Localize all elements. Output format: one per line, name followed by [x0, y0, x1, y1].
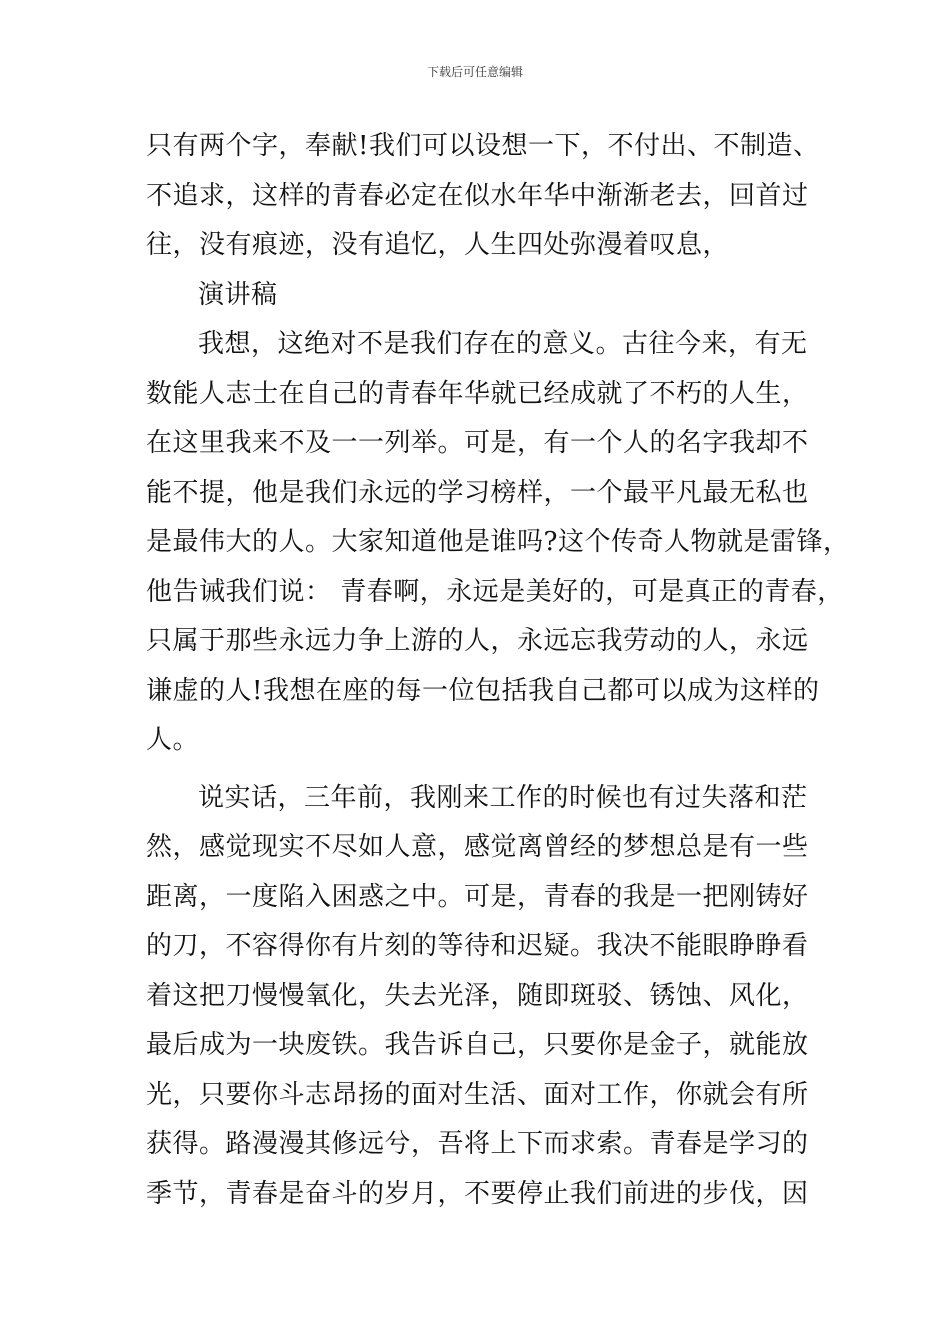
- text-line: 着这把刀慢慢氧化，失去光泽，随即斑驳、锈蚀、风化，: [146, 980, 809, 1011]
- text-line: 不追求，这样的青春必定在似水年华中渐渐老去，回首过: [146, 180, 809, 211]
- text-line: 是最伟大的人。大家知道他是谁吗?这个传奇人物就是雷锋，: [146, 527, 850, 557]
- text-line: 的刀，不容得你有片刻的等待和迟疑。我决不能眼睁睁看: [146, 931, 809, 961]
- text-line: 只属于那些永远力争上游的人，永远忘我劳动的人，永远: [146, 626, 809, 656]
- text-line: 距离，一度陷入困惑之中。可是，青春的我是一把刚铸好: [146, 881, 809, 912]
- document-body: [146, 122, 850, 1219]
- text-line: 往，没有痕迹，没有追忆，人生四处弥漫着叹息，: [146, 230, 730, 260]
- text-line: 他告诫我们说： 青春啊，永远是美好的，可是真正的青春，: [146, 576, 844, 607]
- text-line: 能不提，他是我们永远的学习榜样，一个最平凡最无私也: [146, 477, 809, 508]
- text-line: 说实话，三年前，我刚来工作的时候也有过失落和茫: [198, 782, 808, 813]
- text-line: 然，感觉现实不尽如人意，感觉离曾经的梦想总是有一些: [146, 832, 809, 862]
- text-line: 在这里我来不及一一列举。可是，有一个人的名字我却不: [146, 428, 809, 458]
- text-line: 谦虚的人!我想在座的每一位包括我自己都可以成为这样的: [146, 675, 820, 706]
- text-line: 只有两个字，奉献!我们可以设想一下，不付出、不制造、: [146, 131, 820, 161]
- section-label: 演讲稿: [198, 279, 278, 310]
- text-line: 季节，青春是奋斗的岁月，不要停止我们前进的步伐，因: [146, 1178, 809, 1209]
- text-line: 获得。路漫漫其修远兮，吾将上下而求索。青春是学习的: [146, 1129, 809, 1159]
- text-line: 数能人志士在自己的青春年华就已经成就了不朽的人生，: [146, 378, 809, 409]
- text-line: 我想，这绝对不是我们存在的意义。古往今来，有无: [198, 329, 808, 359]
- text-line: 最后成为一块废铁。我告诉自己，只要你是金子，就能放: [146, 1030, 809, 1060]
- page-header: 下载后可任意编辑: [426, 65, 523, 79]
- text-line: 光，只要你斗志昂扬的面对生活、面对工作，你就会有所: [146, 1079, 809, 1110]
- text-line: 人。: [146, 725, 200, 755]
